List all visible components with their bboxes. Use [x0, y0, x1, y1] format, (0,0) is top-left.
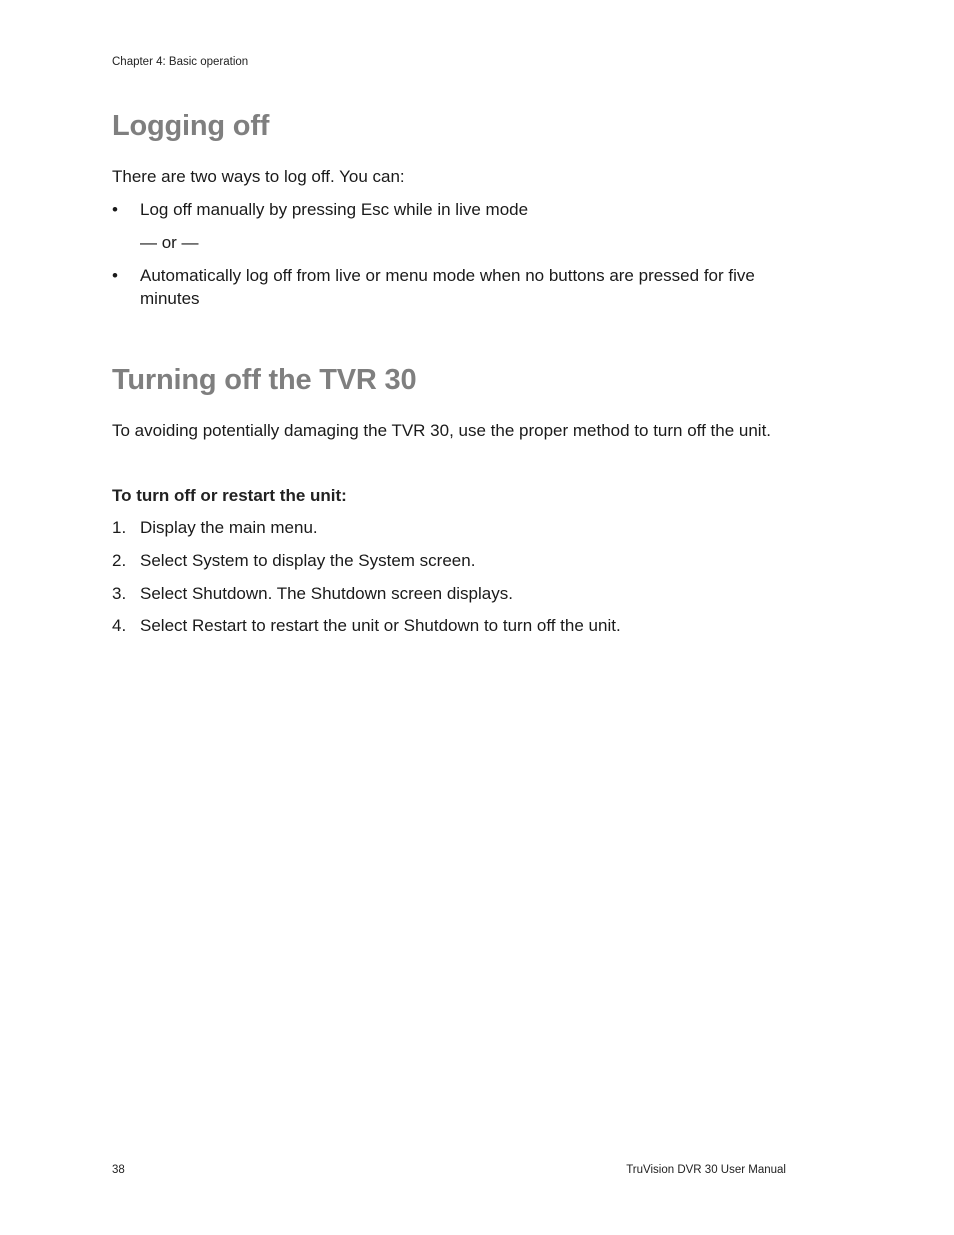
- step-number: 1.: [112, 518, 127, 537]
- page-number: 38: [112, 1164, 125, 1176]
- section-title-turning-off: Turning off the TVR 30: [112, 364, 417, 396]
- bullet-marker: •: [112, 266, 118, 285]
- step-text: Select Shutdown. The Shutdown screen displays.: [140, 584, 513, 603]
- step-number: 4.: [112, 616, 127, 635]
- bullet-marker: •: [112, 200, 118, 219]
- step-number: 3.: [112, 584, 127, 603]
- step-text: Display the main menu.: [140, 518, 318, 537]
- bullet-text: Automatically log off from live or menu mode when no buttons are pressed for five minutes: [140, 266, 755, 308]
- step-number: 2.: [112, 551, 127, 570]
- bullet-text: Log off manually by pressing Esc while in live mode: [140, 200, 529, 219]
- manual-title: TruVision DVR 30 User Manual: [626, 1164, 786, 1176]
- procedure-title: To turn off or restart the unit:: [112, 486, 347, 505]
- step-text: Select Restart to restart the unit or Shutdown to turn off the unit.: [140, 616, 621, 635]
- running-header: Chapter 4: Basic operation: [112, 56, 249, 68]
- step-text: Select System to display the System screen.: [140, 551, 476, 570]
- separator-text: — or —: [140, 233, 199, 252]
- turning-off-intro: To avoiding potentially damaging the TVR 30, use the proper method to turn off the unit.: [112, 421, 772, 440]
- logging-off-intro: There are two ways to log off. You can:: [112, 167, 405, 186]
- section-title-logging-off: Logging off: [112, 110, 270, 142]
